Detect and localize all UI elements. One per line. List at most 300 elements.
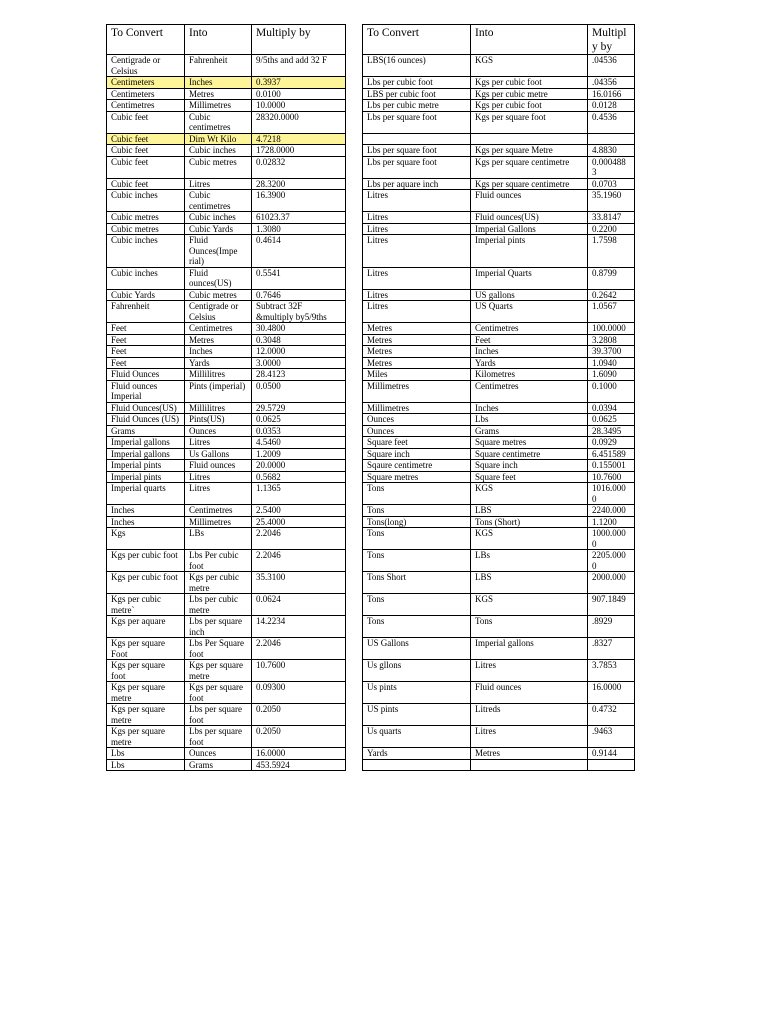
multiply-by-cell: 0.4614 — [252, 235, 346, 268]
table-row — [107, 638, 635, 660]
column-gap — [346, 483, 363, 505]
header-to-convert-right: To Convert — [363, 25, 471, 55]
to-convert-cell: Fluid Ounces(US) — [107, 402, 185, 414]
into-cell: Dim Wt Kilo — [185, 133, 252, 145]
into-cell: Litres — [185, 483, 252, 505]
multiply-by-cell-right: 0.4536 — [588, 111, 635, 133]
table-row — [107, 323, 635, 335]
into-cell-right: Litres — [471, 660, 588, 682]
table-row — [107, 528, 635, 550]
to-convert-cell: Feet — [107, 357, 185, 369]
multiply-by-cell: 0.0500 — [252, 380, 346, 402]
to-convert-cell-right: Us pints — [363, 682, 471, 704]
table-row — [107, 748, 635, 760]
multiply-by-cell: 1728.0000 — [252, 145, 346, 157]
to-convert-cell: Grams — [107, 425, 185, 437]
multiply-by-cell-right: 907.1849 — [588, 594, 635, 616]
into-cell-right: Centimetres — [471, 323, 588, 335]
to-convert-cell: Kgs per square metre — [107, 726, 185, 748]
to-convert-cell-right: Yards — [363, 748, 471, 760]
column-gap — [346, 88, 363, 100]
multiply-by-cell: Subtract 32F &multiply by5/9ths — [252, 301, 346, 323]
to-convert-cell-right: Lbs per aquare inch — [363, 178, 471, 190]
to-convert-cell-right: Sqaure centimetre — [363, 460, 471, 472]
table-row — [107, 289, 635, 301]
table-row — [107, 414, 635, 426]
column-gap — [346, 726, 363, 748]
to-convert-cell: Kgs per square foot — [107, 660, 185, 682]
to-convert-cell: Centimeters — [107, 88, 185, 100]
to-convert-cell: Cubic inches — [107, 235, 185, 268]
column-gap — [346, 346, 363, 358]
into-cell-right: Square metres — [471, 437, 588, 449]
into-cell-right: Lbs — [471, 414, 588, 426]
multiply-by-cell-right — [588, 133, 635, 145]
into-cell: Cubic centimetres — [185, 111, 252, 133]
into-cell: Fluid Ounces(Impe rial) — [185, 235, 252, 268]
multiply-by-cell: 16.0000 — [252, 748, 346, 760]
multiply-by-cell-right: 1016.0000 — [588, 483, 635, 505]
multiply-by-cell: 2.5400 — [252, 505, 346, 517]
column-gap — [346, 425, 363, 437]
to-convert-cell-right: Tons — [363, 594, 471, 616]
into-cell-right: Litreds — [471, 704, 588, 726]
to-convert-cell-right: Tons — [363, 550, 471, 572]
to-convert-cell-right: LBS(16 ounces) — [363, 55, 471, 77]
to-convert-cell: Cubic Yards — [107, 289, 185, 301]
multiply-by-cell: 4.5460 — [252, 437, 346, 449]
to-convert-cell-right: Litres — [363, 301, 471, 323]
to-convert-cell: Inches — [107, 516, 185, 528]
table-row — [107, 682, 635, 704]
column-gap — [346, 380, 363, 402]
multiply-by-cell: 61023.37 — [252, 212, 346, 224]
to-convert-cell-right: Tons — [363, 505, 471, 517]
multiply-by-cell: 0.2050 — [252, 704, 346, 726]
multiply-by-cell: 0.3937 — [252, 77, 346, 89]
multiply-by-cell: 16.3900 — [252, 190, 346, 212]
into-cell: Us Gallons — [185, 448, 252, 460]
into-cell: LBs — [185, 528, 252, 550]
table-row — [107, 156, 635, 178]
to-convert-cell-right: Lbs per square foot — [363, 145, 471, 157]
to-convert-cell: Feet — [107, 334, 185, 346]
column-gap — [346, 505, 363, 517]
column-gap — [346, 133, 363, 145]
into-cell-right: LBS — [471, 505, 588, 517]
header-row — [107, 25, 635, 55]
into-cell: Grams — [185, 759, 252, 771]
into-cell-right: US gallons — [471, 289, 588, 301]
into-cell-right: Grams — [471, 425, 588, 437]
multiply-by-cell: 10.0000 — [252, 100, 346, 112]
to-convert-cell-right: US pints — [363, 704, 471, 726]
to-convert-cell: Kgs per square metre — [107, 704, 185, 726]
into-cell-right — [471, 133, 588, 145]
table-row — [107, 235, 635, 268]
to-convert-cell: Cubic metres — [107, 212, 185, 224]
multiply-by-cell-right: 6.451589 — [588, 448, 635, 460]
into-cell-right: Imperial Quarts — [471, 267, 588, 289]
table-row — [107, 88, 635, 100]
to-convert-cell-right — [363, 133, 471, 145]
column-gap — [346, 25, 363, 55]
column-gap — [346, 471, 363, 483]
into-cell-right: Fluid ounces — [471, 190, 588, 212]
to-convert-cell: Kgs per cubic foot — [107, 550, 185, 572]
into-cell-right: Fluid ounces — [471, 682, 588, 704]
into-cell-right: Kgs per square foot — [471, 111, 588, 133]
table-row — [107, 425, 635, 437]
table-row — [107, 301, 635, 323]
column-gap — [346, 414, 363, 426]
table-row — [107, 460, 635, 472]
multiply-by-cell: 10.7600 — [252, 660, 346, 682]
multiply-by-cell: 1.2009 — [252, 448, 346, 460]
into-cell: Pints(US) — [185, 414, 252, 426]
table-row — [107, 267, 635, 289]
column-gap — [346, 190, 363, 212]
into-cell-right: LBs — [471, 550, 588, 572]
to-convert-cell: Imperial quarts — [107, 483, 185, 505]
to-convert-cell: Feet — [107, 346, 185, 358]
into-cell: Ounces — [185, 425, 252, 437]
multiply-by-cell-right: .9463 — [588, 726, 635, 748]
into-cell-right: Kgs per cubic metre — [471, 88, 588, 100]
column-gap — [346, 334, 363, 346]
column-gap — [346, 448, 363, 460]
column-gap — [346, 748, 363, 760]
into-cell: Lbs per square foot — [185, 726, 252, 748]
table-row — [107, 660, 635, 682]
to-convert-cell: Imperial gallons — [107, 437, 185, 449]
column-gap — [346, 369, 363, 381]
multiply-by-cell: 0.3048 — [252, 334, 346, 346]
to-convert-cell: Feet — [107, 323, 185, 335]
into-cell: Millilitres — [185, 369, 252, 381]
to-convert-cell: Cubic feet — [107, 156, 185, 178]
multiply-by-cell-right: 0.0004883 — [588, 156, 635, 178]
into-cell: Millimetres — [185, 516, 252, 528]
multiply-by-cell-right: 1000.0000 — [588, 528, 635, 550]
into-cell: Fahrenheit — [185, 55, 252, 77]
to-convert-cell-right: Tons — [363, 483, 471, 505]
to-convert-cell-right: Lbs per cubic foot — [363, 77, 471, 89]
table-row — [107, 145, 635, 157]
table-row — [107, 448, 635, 460]
into-cell-right: KGS — [471, 483, 588, 505]
multiply-by-cell-right: 0.0703 — [588, 178, 635, 190]
column-gap — [346, 682, 363, 704]
to-convert-cell: Cubic metres — [107, 223, 185, 235]
multiply-by-cell-right: 1.0567 — [588, 301, 635, 323]
into-cell: Cubic metres — [185, 289, 252, 301]
into-cell: Centimetres — [185, 323, 252, 335]
into-cell-right: Inches — [471, 346, 588, 358]
column-gap — [346, 460, 363, 472]
into-cell: Lbs per cubic metre — [185, 594, 252, 616]
column-gap — [346, 223, 363, 235]
to-convert-cell: Cubic feet — [107, 133, 185, 145]
multiply-by-cell-right: 0.0128 — [588, 100, 635, 112]
multiply-by-cell: 0.5541 — [252, 267, 346, 289]
to-convert-cell: Cubic inches — [107, 267, 185, 289]
column-gap — [346, 572, 363, 594]
multiply-by-cell-right: 0.8799 — [588, 267, 635, 289]
multiply-by-cell-right: 2240.000 — [588, 505, 635, 517]
column-gap — [346, 660, 363, 682]
into-cell-right: Kgs per square centimetre — [471, 156, 588, 178]
column-gap — [346, 638, 363, 660]
into-cell-right: Yards — [471, 357, 588, 369]
into-cell: Centigrade or Celsius — [185, 301, 252, 323]
table-row — [107, 380, 635, 402]
column-gap — [346, 178, 363, 190]
to-convert-cell: Kgs per square metre — [107, 682, 185, 704]
into-cell: Kgs per square foot — [185, 682, 252, 704]
into-cell-right: Centimetres — [471, 380, 588, 402]
multiply-by-cell-right: 0.1000 — [588, 380, 635, 402]
to-convert-cell-right: Litres — [363, 190, 471, 212]
table-row — [107, 111, 635, 133]
to-convert-cell-right: US Gallons — [363, 638, 471, 660]
into-cell: Lbs per square inch — [185, 616, 252, 638]
multiply-by-cell-right: 0.9144 — [588, 748, 635, 760]
multiply-by-cell: 0.02832 — [252, 156, 346, 178]
into-cell-right: US Quarts — [471, 301, 588, 323]
column-gap — [346, 357, 363, 369]
multiply-by-cell-right: 16.0166 — [588, 88, 635, 100]
to-convert-cell: Cubic feet — [107, 145, 185, 157]
table-row — [107, 100, 635, 112]
into-cell: Pints (imperial) — [185, 380, 252, 402]
into-cell-right: Kgs per cubic foot — [471, 100, 588, 112]
table-row — [107, 616, 635, 638]
multiply-by-cell-right: 39.3700 — [588, 346, 635, 358]
into-cell: Yards — [185, 357, 252, 369]
column-gap — [346, 759, 363, 771]
multiply-by-cell-right: 0.4732 — [588, 704, 635, 726]
to-convert-cell: Imperial gallons — [107, 448, 185, 460]
table-row — [107, 483, 635, 505]
multiply-by-cell-right: 0.155001 — [588, 460, 635, 472]
into-cell-right: KGS — [471, 55, 588, 77]
to-convert-cell: Centigrade or Celsius — [107, 55, 185, 77]
multiply-by-cell-right: 0.0625 — [588, 414, 635, 426]
conversion-table — [106, 24, 635, 771]
to-convert-cell: Kgs per cubic foot — [107, 572, 185, 594]
table-row — [107, 516, 635, 528]
multiply-by-cell: 0.0625 — [252, 414, 346, 426]
to-convert-cell: Cubic inches — [107, 190, 185, 212]
table-row — [107, 369, 635, 381]
to-convert-cell-right: Square metres — [363, 471, 471, 483]
multiply-by-cell: 0.0100 — [252, 88, 346, 100]
to-convert-cell-right: Litres — [363, 235, 471, 268]
multiply-by-cell-right: 0.0929 — [588, 437, 635, 449]
column-gap — [346, 55, 363, 77]
to-convert-cell-right: Ounces — [363, 414, 471, 426]
header-to-convert: To Convert — [107, 25, 185, 55]
to-convert-cell-right: Square inch — [363, 448, 471, 460]
multiply-by-cell-right: 3.7853 — [588, 660, 635, 682]
multiply-by-cell-right: 1.1200 — [588, 516, 635, 528]
into-cell: Ounces — [185, 748, 252, 760]
into-cell: Kgs per cubic metre — [185, 572, 252, 594]
to-convert-cell-right: Us quarts — [363, 726, 471, 748]
table-row — [107, 223, 635, 235]
multiply-by-cell: 28.3200 — [252, 178, 346, 190]
into-cell: Lbs Per cubic foot — [185, 550, 252, 572]
into-cell: Fluid ounces(US) — [185, 267, 252, 289]
table-row — [107, 55, 635, 77]
to-convert-cell: Fluid Ounces — [107, 369, 185, 381]
into-cell: Millilitres — [185, 402, 252, 414]
column-gap — [346, 550, 363, 572]
to-convert-cell: Centimetres — [107, 100, 185, 112]
multiply-by-cell: 0.7646 — [252, 289, 346, 301]
to-convert-cell-right: Tons(long) — [363, 516, 471, 528]
into-cell-right: Litres — [471, 726, 588, 748]
into-cell: Cubic Yards — [185, 223, 252, 235]
into-cell: Inches — [185, 346, 252, 358]
multiply-by-cell-right: 2000.000 — [588, 572, 635, 594]
to-convert-cell-right: Metres — [363, 323, 471, 335]
column-gap — [346, 212, 363, 224]
column-gap — [346, 437, 363, 449]
column-gap — [346, 516, 363, 528]
multiply-by-cell-right: 0.2200 — [588, 223, 635, 235]
multiply-by-cell-right: 35.1960 — [588, 190, 635, 212]
multiply-by-cell: 2.2046 — [252, 638, 346, 660]
multiply-by-cell-right: .04356 — [588, 77, 635, 89]
into-cell-right: KGS — [471, 528, 588, 550]
multiply-by-cell-right: 0.2642 — [588, 289, 635, 301]
multiply-by-cell-right: 28.3495 — [588, 425, 635, 437]
to-convert-cell: Inches — [107, 505, 185, 517]
into-cell-right: Kgs per square centimetre — [471, 178, 588, 190]
into-cell: Kgs per square metre — [185, 660, 252, 682]
to-convert-cell: Kgs per square Foot — [107, 638, 185, 660]
into-cell: Lbs Per Square foot — [185, 638, 252, 660]
column-gap — [346, 289, 363, 301]
to-convert-cell-right: Litres — [363, 267, 471, 289]
multiply-by-cell: 0.5682 — [252, 471, 346, 483]
into-cell-right: Imperial gallons — [471, 638, 588, 660]
into-cell-right: Kilometres — [471, 369, 588, 381]
multiply-by-cell: 3.0000 — [252, 357, 346, 369]
column-gap — [346, 528, 363, 550]
to-convert-cell: Cubic feet — [107, 178, 185, 190]
header-multiply-by-right: Multiply by — [588, 25, 635, 55]
into-cell: Inches — [185, 77, 252, 89]
into-cell-right: Fluid ounces(US) — [471, 212, 588, 224]
multiply-by-cell-right: 3.2808 — [588, 334, 635, 346]
table-row — [107, 334, 635, 346]
into-cell-right: Kgs per square Metre — [471, 145, 588, 157]
multiply-by-cell-right: 4.8830 — [588, 145, 635, 157]
column-gap — [346, 100, 363, 112]
to-convert-cell-right: Tons — [363, 528, 471, 550]
to-convert-cell: Fluid Ounces (US) — [107, 414, 185, 426]
into-cell: Lbs per square foot — [185, 704, 252, 726]
column-gap — [346, 145, 363, 157]
into-cell-right: Square inch — [471, 460, 588, 472]
multiply-by-cell-right: 1.7598 — [588, 235, 635, 268]
to-convert-cell-right: Millimetres — [363, 402, 471, 414]
to-convert-cell: Cubic feet — [107, 111, 185, 133]
multiply-by-cell: 0.2050 — [252, 726, 346, 748]
multiply-by-cell-right: 100.0000 — [588, 323, 635, 335]
column-gap — [346, 267, 363, 289]
column-gap — [346, 156, 363, 178]
multiply-by-cell-right: 33.8147 — [588, 212, 635, 224]
multiply-by-cell-right: 2205.0000 — [588, 550, 635, 572]
table-row — [107, 190, 635, 212]
header-into-right: Into — [471, 25, 588, 55]
multiply-by-cell: 12.0000 — [252, 346, 346, 358]
to-convert-cell-right: Lbs per square foot — [363, 111, 471, 133]
multiply-by-cell: 1.1365 — [252, 483, 346, 505]
to-convert-cell-right: Litres — [363, 212, 471, 224]
to-convert-cell-right: Litres — [363, 223, 471, 235]
column-gap — [346, 111, 363, 133]
to-convert-cell: Fluid ounces Imperial — [107, 380, 185, 402]
into-cell: Millimetres — [185, 100, 252, 112]
multiply-by-cell: 20.0000 — [252, 460, 346, 472]
multiply-by-cell: 14.2234 — [252, 616, 346, 638]
column-gap — [346, 616, 363, 638]
to-convert-cell-right — [363, 759, 471, 771]
to-convert-cell-right: LBS per cubic foot — [363, 88, 471, 100]
into-cell: Cubic inches — [185, 212, 252, 224]
into-cell: Litres — [185, 471, 252, 483]
into-cell-right: Square feet — [471, 471, 588, 483]
to-convert-cell-right: Lbs per cubic metre — [363, 100, 471, 112]
to-convert-cell-right: Square feet — [363, 437, 471, 449]
table-row — [107, 572, 635, 594]
into-cell-right: Imperial Gallons — [471, 223, 588, 235]
table-row — [107, 759, 635, 771]
to-convert-cell-right: Millimetres — [363, 380, 471, 402]
into-cell-right: Inches — [471, 402, 588, 414]
multiply-by-cell: 28.4123 — [252, 369, 346, 381]
multiply-by-cell-right: 10.7600 — [588, 471, 635, 483]
multiply-by-cell: 0.09300 — [252, 682, 346, 704]
multiply-by-cell: 0.0353 — [252, 425, 346, 437]
multiply-by-cell: 29.5729 — [252, 402, 346, 414]
table-row — [107, 357, 635, 369]
table-row — [107, 212, 635, 224]
to-convert-cell-right: Metres — [363, 346, 471, 358]
to-convert-cell: Kgs per cubic metre` — [107, 594, 185, 616]
multiply-by-cell: 2.2046 — [252, 550, 346, 572]
column-gap — [346, 235, 363, 268]
table-row — [107, 471, 635, 483]
to-convert-cell-right: Metres — [363, 334, 471, 346]
table-row — [107, 704, 635, 726]
multiply-by-cell-right: 1.6090 — [588, 369, 635, 381]
table-row — [107, 726, 635, 748]
to-convert-cell-right: Lbs per square foot — [363, 156, 471, 178]
multiply-by-cell: 0.0624 — [252, 594, 346, 616]
header-into: Into — [185, 25, 252, 55]
multiply-by-cell-right — [588, 759, 635, 771]
into-cell-right — [471, 759, 588, 771]
header-multiply-by: Multiply by — [252, 25, 346, 55]
to-convert-cell: Lbs — [107, 759, 185, 771]
into-cell-right: Metres — [471, 748, 588, 760]
